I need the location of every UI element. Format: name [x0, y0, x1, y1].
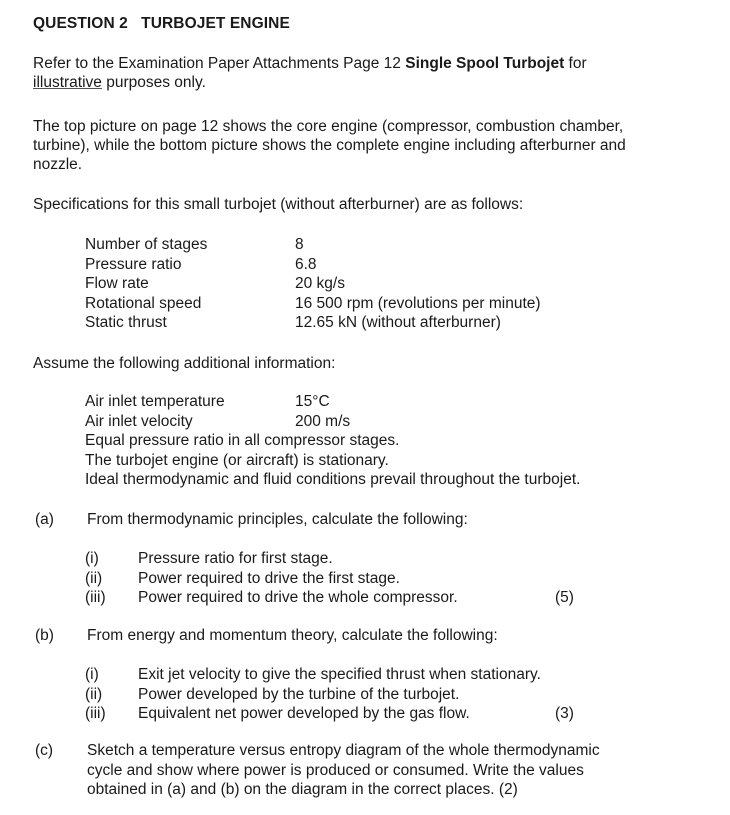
item-number: (ii)	[85, 685, 103, 703]
spec-label: Static thrust	[85, 314, 167, 331]
spec-value: 20 kg/s	[295, 275, 345, 292]
spec-row	[85, 274, 685, 294]
list-item	[85, 665, 705, 685]
part-a-marks: (5)	[555, 589, 574, 606]
part-a-text: From thermodynamic principles, calculate the following:	[87, 511, 468, 528]
assume-statement: Equal pressure ratio in all compressor stages.	[85, 432, 400, 449]
part-b-label: (b)	[35, 627, 54, 644]
item-number: (iii)	[85, 589, 106, 606]
spec-value: 16 500 rpm (revolutions per minute)	[295, 294, 541, 312]
part-c	[0, 741, 730, 811]
part-b	[0, 626, 730, 726]
assume-statement: Ideal thermodynamic and fluid conditions prevail throughout the turbojet.	[85, 471, 581, 488]
spec-label: Pressure ratio	[85, 255, 182, 273]
item-text: Pressure ratio for first stage.	[138, 550, 333, 567]
core-engine-paragraph	[33, 117, 703, 174]
item-text: Exit jet velocity to give the specified thrust when stationary.	[138, 666, 541, 683]
spec-value: 8	[295, 236, 304, 253]
item-number: (i)	[85, 550, 99, 567]
part-c-line-2: cycle and show where power is produced or consumed. Write the values	[87, 761, 584, 779]
question-title: TURBOJET ENGINE	[141, 15, 290, 32]
item-number: (iii)	[85, 705, 106, 722]
assume-row	[85, 412, 685, 432]
purposes-text: purposes only.	[101, 74, 206, 91]
list-item	[85, 549, 685, 569]
item-text: Power required to drive the first stage.	[138, 569, 400, 587]
list-item	[85, 704, 705, 724]
core-line-2: turbine), while the bottom picture shows the complete engine including afterburner and	[33, 137, 626, 154]
part-b-items	[85, 665, 705, 725]
list-item	[85, 685, 705, 705]
item-number: (ii)	[85, 569, 103, 587]
spec-value: 6.8	[295, 255, 317, 273]
question-number: QUESTION 2	[33, 15, 128, 32]
part-c-label: (c)	[35, 742, 54, 759]
spec-row	[85, 294, 685, 314]
spec-intro: Specifications for this small turbojet (without afterburner) are as follows:	[33, 196, 524, 213]
assume-intro: Assume the following additional information:	[33, 355, 336, 372]
item-text: Power required to drive the whole compressor.	[138, 589, 458, 606]
spec-row	[85, 235, 685, 255]
item-text: Equivalent net power developed by the gas flow.	[138, 705, 470, 722]
spec-row	[85, 255, 685, 275]
assume-block	[85, 392, 705, 492]
spec-label: Number of stages	[85, 236, 208, 253]
assume-row	[85, 392, 685, 412]
spec-label: Rotational speed	[85, 294, 202, 312]
part-c-line-3: obtained in (a) and (b) on the diagram in the correct places. (2)	[87, 781, 518, 798]
part-b-text: From energy and momentum theory, calculate the following:	[87, 627, 498, 644]
part-a-items	[85, 549, 685, 609]
part-a-label: (a)	[35, 511, 54, 528]
assume-value: 15°C	[295, 393, 330, 410]
core-line-1: The top picture on page 12 shows the core engine (compressor, combustion chamber,	[33, 118, 624, 135]
item-text: Power developed by the turbine of the turbojet.	[138, 685, 460, 703]
part-b-marks: (3)	[555, 705, 574, 722]
illustrative-word: illustrative	[33, 74, 102, 91]
assume-label: Air inlet velocity	[85, 412, 193, 430]
refer-paragraph	[33, 54, 703, 92]
refer-suffix: for	[564, 55, 587, 72]
part-a	[0, 510, 730, 610]
spec-row	[85, 313, 685, 333]
item-number: (i)	[85, 666, 99, 683]
refer-prefix: Refer to the Examination Paper Attachments Page 12	[33, 55, 406, 72]
spec-value: 12.65 kN (without afterburner)	[295, 314, 501, 331]
specs-table	[85, 235, 685, 335]
spec-label: Flow rate	[85, 275, 149, 292]
list-item	[85, 569, 685, 589]
assume-value: 200 m/s	[295, 412, 351, 430]
part-c-line-1: Sketch a temperature versus entropy diagram of the whole thermodynamic	[87, 742, 600, 759]
core-line-3: nozzle.	[33, 156, 83, 173]
question-heading	[33, 14, 290, 33]
assume-label: Air inlet temperature	[85, 393, 225, 410]
refer-bold: Single Spool Turbojet	[405, 55, 565, 72]
list-item	[85, 588, 685, 608]
assume-statement: The turbojet engine (or aircraft) is stationary.	[85, 451, 389, 469]
